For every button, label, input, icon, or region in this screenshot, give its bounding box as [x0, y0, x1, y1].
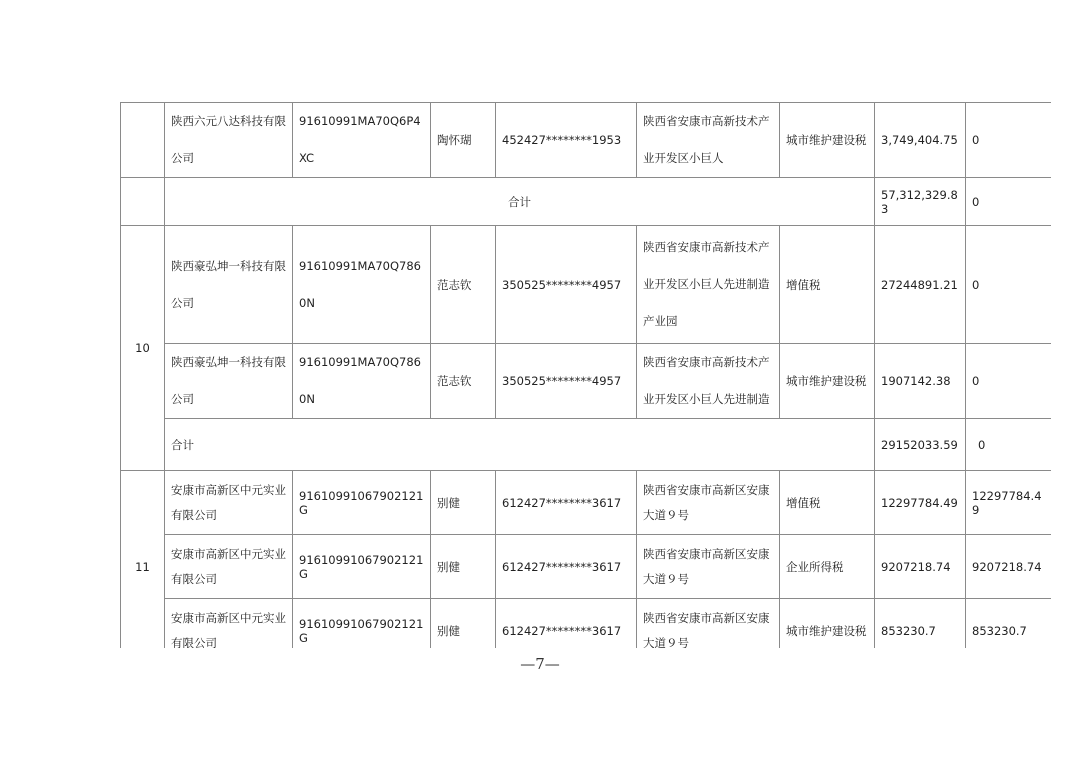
credit-code-cell: 91610991MA70Q7860N — [293, 344, 431, 419]
tax-type-cell: 城市维护建设税 — [780, 599, 875, 649]
amount-cell: 12297784.49 — [875, 471, 966, 535]
credit-code-cell: 91610991067902121G — [293, 471, 431, 535]
owed-cell: 9207218.74 — [966, 535, 1052, 599]
id-number-cell: 612427********3617 — [496, 535, 637, 599]
page-number: —7— — [520, 655, 560, 673]
company-name-cell: 陕西豪弘坤一科技有限公司 — [165, 344, 293, 419]
table-row — [121, 599, 1052, 649]
amount-cell: 9207218.74 — [875, 535, 966, 599]
legal-person-cell: 别健 — [431, 535, 496, 599]
address-cell: 陕西省安康市高新区安康大道９号 — [637, 471, 780, 535]
amount-cell: 853230.7 — [875, 599, 966, 649]
tax-type-cell: 增值税 — [780, 471, 875, 535]
owed-cell: 0 — [966, 103, 1052, 178]
legal-person-cell: 别健 — [431, 599, 496, 649]
subtotal-owed-cell: 0 — [966, 178, 1052, 226]
table-row — [121, 344, 1052, 419]
row-number-cell — [121, 103, 165, 178]
table-row — [121, 103, 1052, 178]
company-name-cell: 安康市高新区中元实业有限公司 — [165, 535, 293, 599]
tax-type-cell: 城市维护建设税 — [780, 344, 875, 419]
id-number-cell: 612427********3617 — [496, 599, 637, 649]
table-row — [121, 535, 1052, 599]
company-name-cell: 安康市高新区中元实业有限公司 — [165, 471, 293, 535]
company-name-cell: 安康市高新区中元实业有限公司 — [165, 599, 293, 649]
tax-arrears-table-wrapper — [120, 102, 1051, 648]
address-cell: 陕西省安康市高新技术产业开发区小巨人先进制造产业园 — [637, 226, 780, 344]
legal-person-cell: 别健 — [431, 471, 496, 535]
subtotal-label-cell: 合计 — [165, 178, 875, 226]
id-number-cell: 612427********3617 — [496, 471, 637, 535]
amount-cell: 1907142.38 — [875, 344, 966, 419]
credit-code-cell: 91610991067902121G — [293, 535, 431, 599]
table-row — [121, 226, 1052, 344]
subtotal-owed-cell: 0 — [966, 419, 1052, 471]
address-cell: 陕西省安康市高新技术产业开发区小巨人先进制造 — [637, 344, 780, 419]
owed-cell: 0 — [966, 226, 1052, 344]
address-cell: 陕西省安康市高新区安康大道９号 — [637, 535, 780, 599]
credit-code-cell: 91610991067902121G — [293, 599, 431, 649]
row-number-cell — [121, 178, 165, 226]
address-cell: 陕西省安康市高新区安康大道９号 — [637, 599, 780, 649]
address-cell: 陕西省安康市高新技术产业开发区小巨人 — [637, 103, 780, 178]
tax-arrears-table — [120, 102, 1051, 648]
amount-cell: 27244891.21 — [875, 226, 966, 344]
tax-type-cell: 企业所得税 — [780, 535, 875, 599]
owed-cell: 0 — [966, 344, 1052, 419]
subtotal-amount-cell: 29152033.59 — [875, 419, 966, 471]
legal-person-cell: 范志钦 — [431, 226, 496, 344]
credit-code-cell: 91610991MA70Q6P4XC — [293, 103, 431, 178]
id-number-cell: 452427********1953 — [496, 103, 637, 178]
tax-type-cell: 城市维护建设税 — [780, 103, 875, 178]
subtotal-amount-cell: 57,312,329.83 — [875, 178, 966, 226]
company-name-cell: 陕西豪弘坤一科技有限公司 — [165, 226, 293, 344]
legal-person-cell: 陶怀瑚 — [431, 103, 496, 178]
row-number-cell: 11 — [121, 471, 165, 649]
credit-code-cell: 91610991MA70Q7860N — [293, 226, 431, 344]
legal-person-cell: 范志钦 — [431, 344, 496, 419]
owed-cell: 12297784.49 — [966, 471, 1052, 535]
row-number-cell: 10 — [121, 226, 165, 471]
tax-type-cell: 增值税 — [780, 226, 875, 344]
table-row — [121, 471, 1052, 535]
company-name-cell: 陕西六元八达科技有限公司 — [165, 103, 293, 178]
id-number-cell: 350525********4957 — [496, 226, 637, 344]
subtotal-label-cell: 合计 — [165, 419, 875, 471]
subtotal-row — [121, 419, 1052, 471]
subtotal-row — [121, 178, 1052, 226]
amount-cell: 3,749,404.75 — [875, 103, 966, 178]
owed-cell: 853230.7 — [966, 599, 1052, 649]
id-number-cell: 350525********4957 — [496, 344, 637, 419]
